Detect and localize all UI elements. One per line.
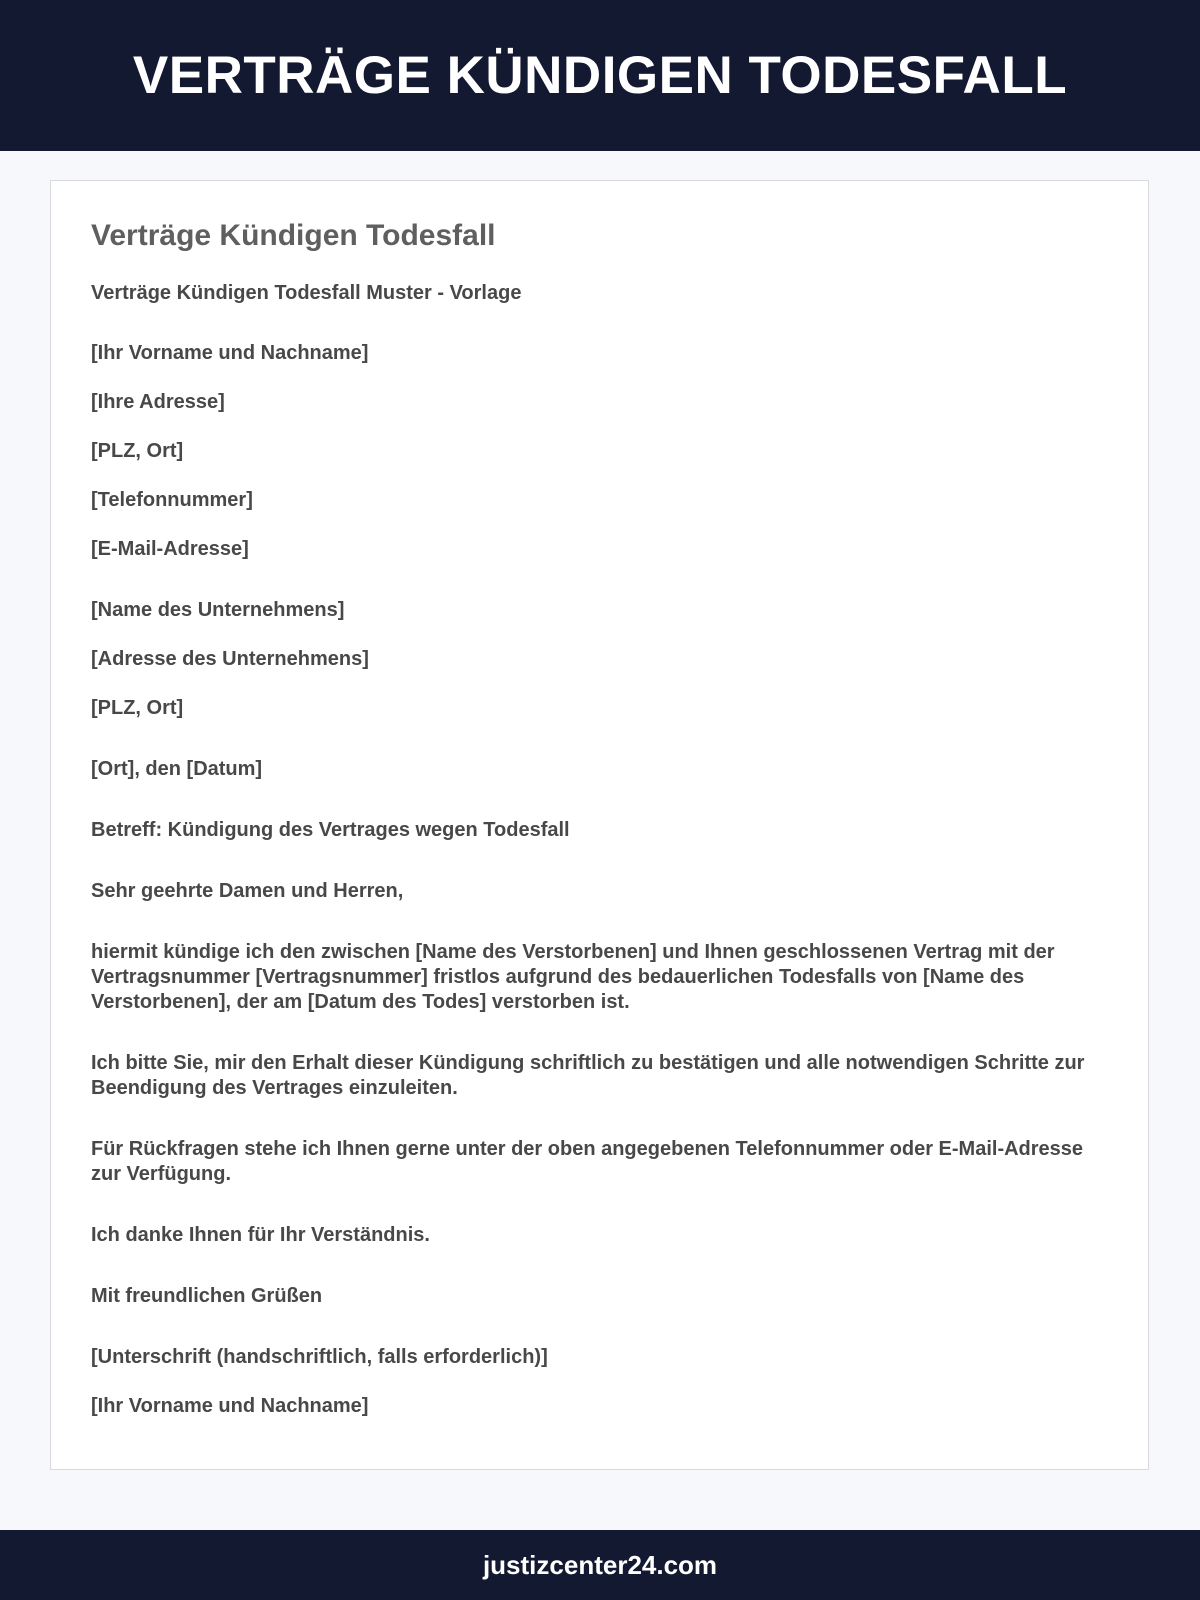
body-paragraph: Für Rückfragen stehe ich Ihnen gerne unter der oben angegebenen Telefonnummer oder E-Mail-Adresse zur Verfügung.: [91, 1138, 1084, 1185]
sender-address: [Ihre Adresse]: [91, 391, 225, 413]
signature-name: [Ihr Vorname und Nachname]: [91, 1395, 369, 1417]
salutation: Sehr geehrte Damen und Herren,: [91, 880, 404, 902]
document-title: Verträge Kündigen Todesfall: [91, 219, 496, 252]
recipient-address: [Adresse des Unternehmens]: [91, 648, 369, 670]
sender-email: [E-Mail-Adresse]: [91, 538, 249, 560]
document-subtitle: Verträge Kündigen Todesfall Muster - Vorlage: [91, 282, 522, 304]
page-footer: [0, 1530, 1200, 1600]
sender-city: [PLZ, Ort]: [91, 440, 184, 462]
footer-site-name: justizcenter24.com: [482, 1549, 718, 1580]
page-title: VERTRÄGE KÜNDIGEN TODESFALL: [132, 46, 1068, 105]
page-header: [0, 0, 1200, 151]
signature-placeholder: [Unterschrift (handschriftlich, falls erforderlich)]: [91, 1346, 548, 1368]
body-paragraph: Ich danke Ihnen für Ihr Verständnis.: [91, 1224, 430, 1246]
closing: Mit freundlichen Grüßen: [91, 1285, 323, 1307]
subject-line: Betreff: Kündigung des Vertrages wegen Todesfall: [91, 819, 570, 841]
body-paragraph: Ich bitte Sie, mir den Erhalt dieser Kündigung schriftlich zu bestätigen und alle notwendigen Schritte zur Beendigung des Vertrages einzuleiten.: [91, 1052, 1085, 1099]
date-line: [Ort], den [Datum]: [91, 758, 263, 780]
letter-template-card: [50, 180, 1149, 1470]
recipient-city: [PLZ, Ort]: [91, 697, 184, 719]
sender-phone: [Telefonnummer]: [91, 489, 253, 511]
sender-name: [Ihr Vorname und Nachname]: [91, 342, 369, 364]
recipient-company: [Name des Unternehmens]: [91, 599, 345, 621]
body-paragraph: hiermit kündige ich den zwischen [Name des Verstorbenen] und Ihnen geschlossenen Vertrag mit der Vertragsnummer [Vertragsnummer] fristlos aufgrund des bedauerlichen Todesfalls von [Name des Verstorbenen], der am [Datum des Todes] verstorben ist.: [91, 941, 1055, 1013]
